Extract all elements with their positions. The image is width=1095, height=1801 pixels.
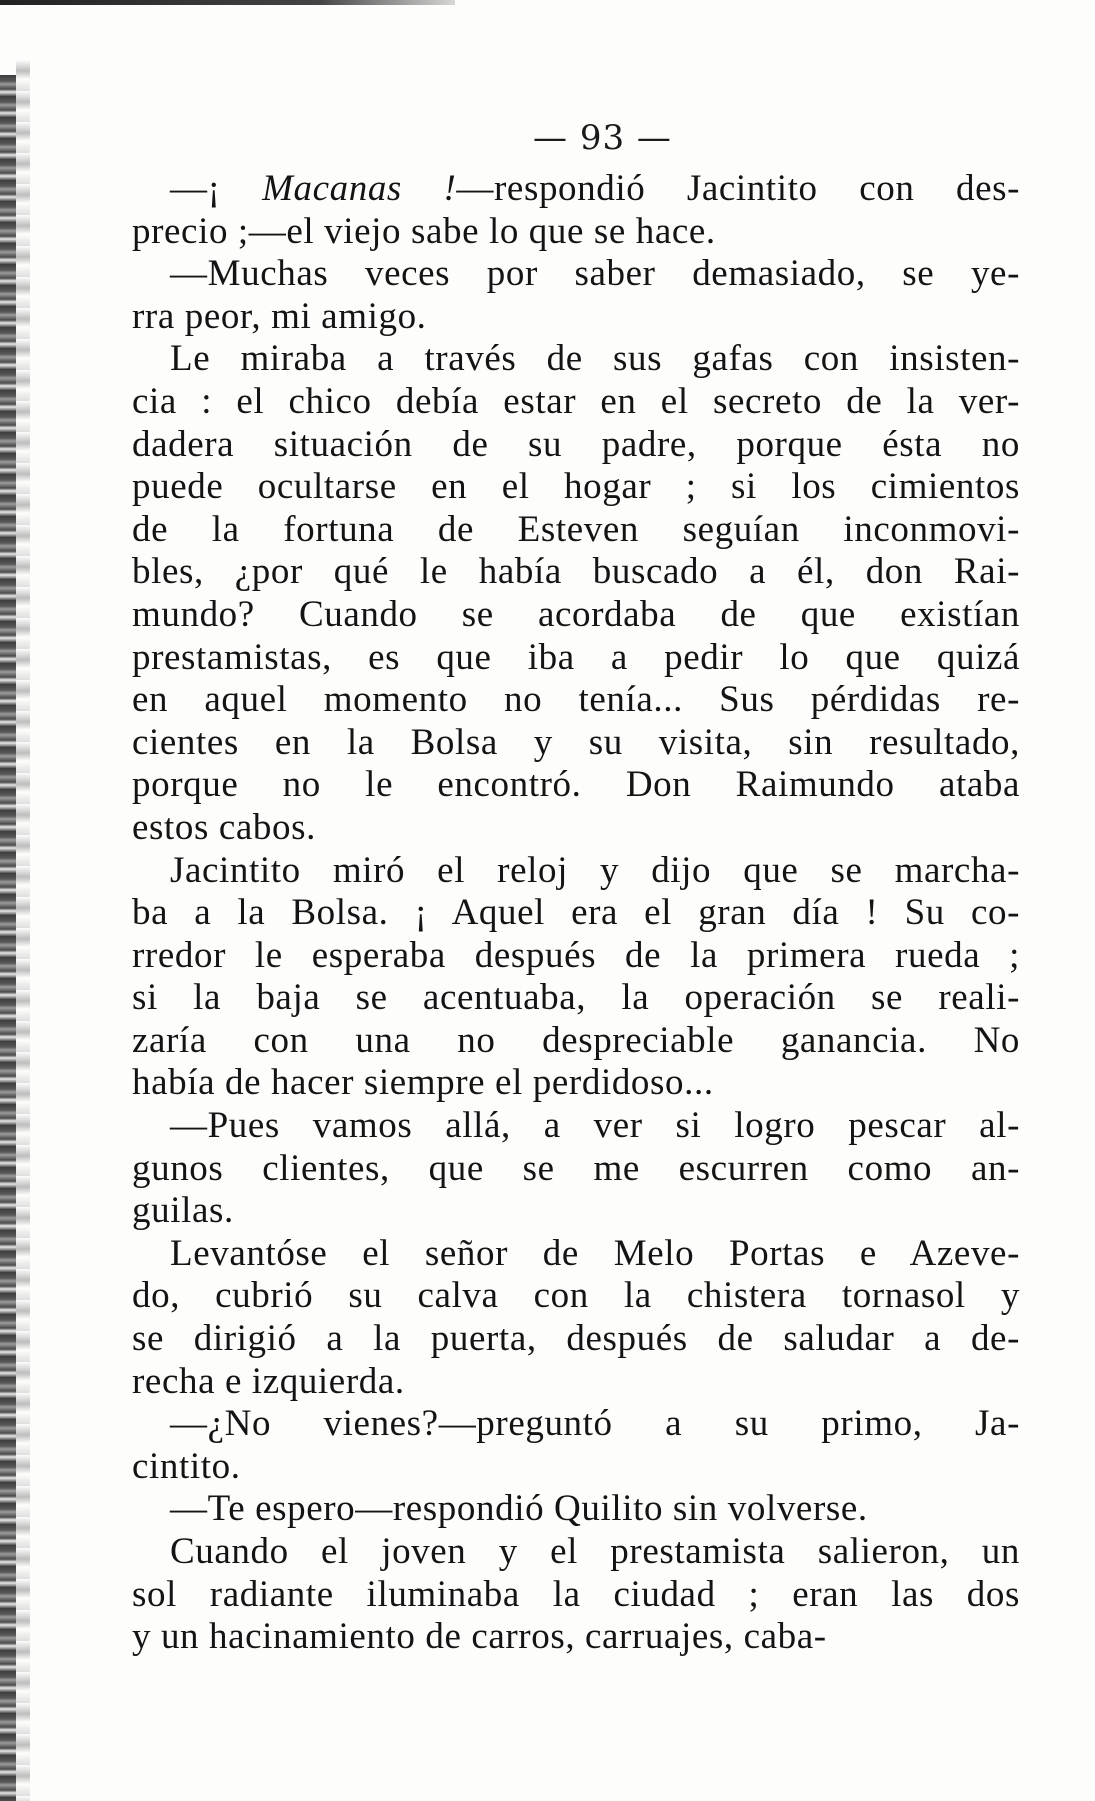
text-line: estos cabos. [132,806,316,848]
text-line: guilas. [132,1190,234,1232]
paragraph [132,850,1020,1106]
text-line: —Pues vamos allá, a ver si logro pescar al- [170,1105,1020,1147]
text-line: cientes en la Bolsa y su visita, sin resultado, [132,721,1020,763]
text-line: cia : el chico debía estar en el secreto de la ver- [132,380,1020,422]
text-line: rredor le esperaba después de la primera rueda ; [132,934,1020,976]
text-line: do, cubrió su calva con la chistera tornasol y [132,1275,1020,1317]
text-line: había de hacer siempre el perdidoso... [132,1062,714,1104]
page-number: — 93 — [533,118,672,158]
text-line: Jacintito miró el reloj y dijo que se marcha- [170,849,1020,891]
text-line: —¿No vienes?—preguntó a su primo, Ja- [170,1403,1020,1445]
text-line: Cuando el joven y el prestamista salieron, un [170,1531,1020,1572]
text-line: puede ocultarse en el hogar ; si los cimientos [132,466,1020,508]
text-line: recha e izquierda. [132,1360,405,1402]
paragraph [132,168,1020,253]
text-line: y un hacinamiento de carros, carruajes, caba- [132,1616,827,1658]
paragraph [132,1403,1020,1488]
paragraph [132,338,1020,849]
binding-edge [0,75,16,1801]
text-line: sol radiante iluminaba la ciudad ; eran las dos [132,1573,1020,1615]
text-line: —Te espero—respondió Quilito sin volverse. [170,1488,868,1530]
paragraph [132,253,1020,338]
body-text [132,168,1020,1659]
text-line: cintito. [132,1445,241,1487]
text-line: porque no le encontró. Don Raimundo ataba [132,764,1020,806]
text-line: —Muchas veces por saber demasiado, se ye- [170,253,1020,295]
text-line: precio ;—el viejo sabe lo que se hace. [132,210,716,252]
text-line: si la baja se acentuaba, la operación se reali- [132,977,1020,1019]
paragraph [132,1488,1020,1531]
text-line: Le miraba a través de sus gafas con insisten- [170,338,1020,380]
text-line: gunos clientes, que se me escurren como an- [132,1147,1020,1189]
text-line: dadera situación de su padre, porque ésta no [132,423,1020,465]
text-line: en aquel momento no tenía... Sus pérdidas re- [132,679,1020,721]
text-line: bles, ¿por qué le había buscado a él, don Rai- [132,551,1020,593]
text-line: Levantóse el señor de Melo Portas e Azeve- [170,1232,1020,1274]
text-line: prestamistas, es que iba a pedir lo que quizá [132,636,1020,678]
text-line: ba a la Bolsa. ¡ Aquel era el gran día ! Su co- [132,892,1020,934]
text-line: zaría con una no despreciable ganancia. No [132,1019,1020,1061]
paragraph [132,1233,1020,1403]
text-line: de la fortuna de Esteven seguían inconmovi- [132,508,1020,550]
paragraph [132,1531,1020,1659]
text-line: se dirigió a la puerta, después de saludar a de- [132,1318,1020,1360]
top-edge-shadow [0,0,455,5]
text-line: mundo? Cuando se acordaba de que existían [132,593,1020,635]
binding-shadow [16,60,30,1801]
text-line: rra peor, mi amigo. [132,295,427,337]
text-line: —¡ Macanas !—respondió Jacintito con des- [170,168,1021,209]
paragraph [132,1105,1020,1233]
